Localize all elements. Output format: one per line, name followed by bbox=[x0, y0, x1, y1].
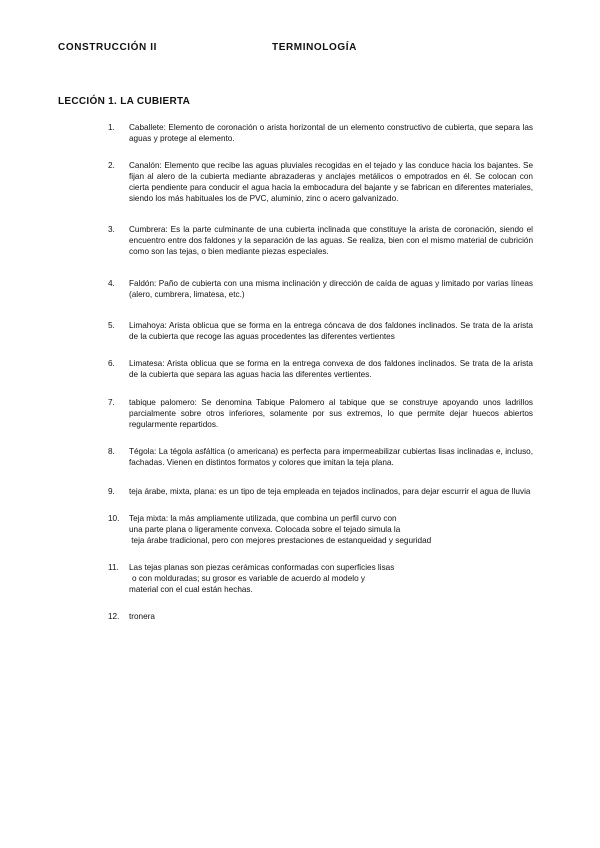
item-text: Canalón: Elemento que recibe las aguas pluviales recogidas en el tejado y las conduce hacia los bajantes. Se fijan al alero de la cubierta mediante abrazaderas y anclajes metálicos o empotrados en él. Se colocan con cierta pendiente para conducir el agua hacia la embocadura del bajante y se fabrican en diferentes materiales, siendo los más habituales los de PVC, aluminio, zinc o acero galvanizado. bbox=[129, 161, 533, 203]
item-line: una parte plana o ligeramente convexa. Colocada sobre el tejado simula la bbox=[129, 525, 401, 534]
item-number: 10. bbox=[108, 514, 120, 523]
item-text: tabique palomero: Se denomina Tabique Palomero al tabique que se construye apoyando unos ladrillos parcialmente sobre otros inferiores, solamente por sus extremos, lo que permite dejar huecos abiertos regularmente repartidos. bbox=[129, 398, 533, 429]
list-item bbox=[108, 486, 533, 497]
item-line: o con molduradas; su grosor es variable de acuerdo al modelo y bbox=[132, 574, 366, 583]
item-text: Caballete: Elemento de coronación o arista horizontal de un elemento constructivo de cubierta, que separa las aguas y protege al elemento. bbox=[129, 123, 533, 143]
item-number: 12. bbox=[108, 612, 120, 621]
item-text: tronera bbox=[129, 612, 155, 621]
item-line: material con el cual están hechas. bbox=[129, 585, 253, 594]
document-title: TERMINOLOGÍA bbox=[272, 42, 357, 53]
list-item bbox=[108, 611, 533, 622]
list-item bbox=[108, 224, 533, 257]
list-item bbox=[108, 278, 533, 300]
item-number: 6. bbox=[108, 359, 115, 368]
item-number: 4. bbox=[108, 279, 115, 288]
item-text: Limahoya: Arista oblicua que se forma en la entrega cóncava de dos faldones inclinados. Se trata de la arista de la cubierta que recoge las aguas procedentes las diferentes vertientes bbox=[129, 321, 533, 341]
item-number: 3. bbox=[108, 225, 115, 234]
list-item bbox=[108, 320, 533, 342]
item-line: Teja mixta: la más ampliamente utilizada, que combina un perfil curvo con bbox=[129, 514, 397, 523]
item-text: Faldón: Paño de cubierta con una misma inclinación y dirección de caída de aguas y limitado por varias líneas (alero, cumbrera, limatesa, etc.) bbox=[129, 279, 533, 299]
item-text: Tégola: La tégola asfáltica (o americana) es perfecta para impermeabilizar cubiertas lisas inclinadas e, incluso, fachadas. Vienen en distintos formatos y colores que imitan la teja plana. bbox=[129, 447, 533, 467]
item-number: 1. bbox=[108, 123, 115, 132]
item-number: 9. bbox=[108, 487, 115, 496]
list-item bbox=[108, 397, 533, 430]
item-line: teja árabe tradicional, pero con mejores prestaciones de estanqueidad y seguridad bbox=[129, 536, 432, 545]
list-item bbox=[108, 358, 533, 380]
list-item bbox=[108, 446, 533, 468]
course-title: CONSTRUCCIÓN II bbox=[58, 42, 157, 53]
item-number: 5. bbox=[108, 321, 115, 330]
item-text: Limatesa: Arista oblicua que se forma en la entrega convexa de dos faldones inclinados. Se trata de la arista de la cubierta que separa las aguas hacia las diferentes vertientes. bbox=[129, 359, 533, 379]
item-number: 2. bbox=[108, 161, 115, 170]
lesson-heading: LECCIÓN 1. LA CUBIERTA bbox=[58, 96, 191, 107]
item-text: Cumbrera: Es la parte culminante de una cubierta inclinada que constituye la arista de coronación, siendo el encuentro entre dos faldones y la separación de las aguas. Se realiza, bien con el mismo material de cubrición como son las tejas, o bien mediante piezas especiales. bbox=[129, 225, 533, 256]
item-number: 7. bbox=[108, 398, 115, 407]
item-number: 11. bbox=[108, 563, 119, 572]
item-number: 8. bbox=[108, 447, 115, 456]
list-item bbox=[108, 513, 533, 546]
list-item bbox=[108, 562, 533, 595]
list-item bbox=[108, 122, 533, 144]
item-line: Las tejas planas son piezas cerámicas conformadas con superficies lisas bbox=[129, 563, 395, 572]
terminology-list bbox=[108, 122, 533, 622]
list-item bbox=[108, 160, 533, 204]
item-text: teja árabe, mixta, plana: es un tipo de teja empleada en tejados inclinados, para dejar escurrir el agua de lluvia bbox=[129, 487, 531, 496]
